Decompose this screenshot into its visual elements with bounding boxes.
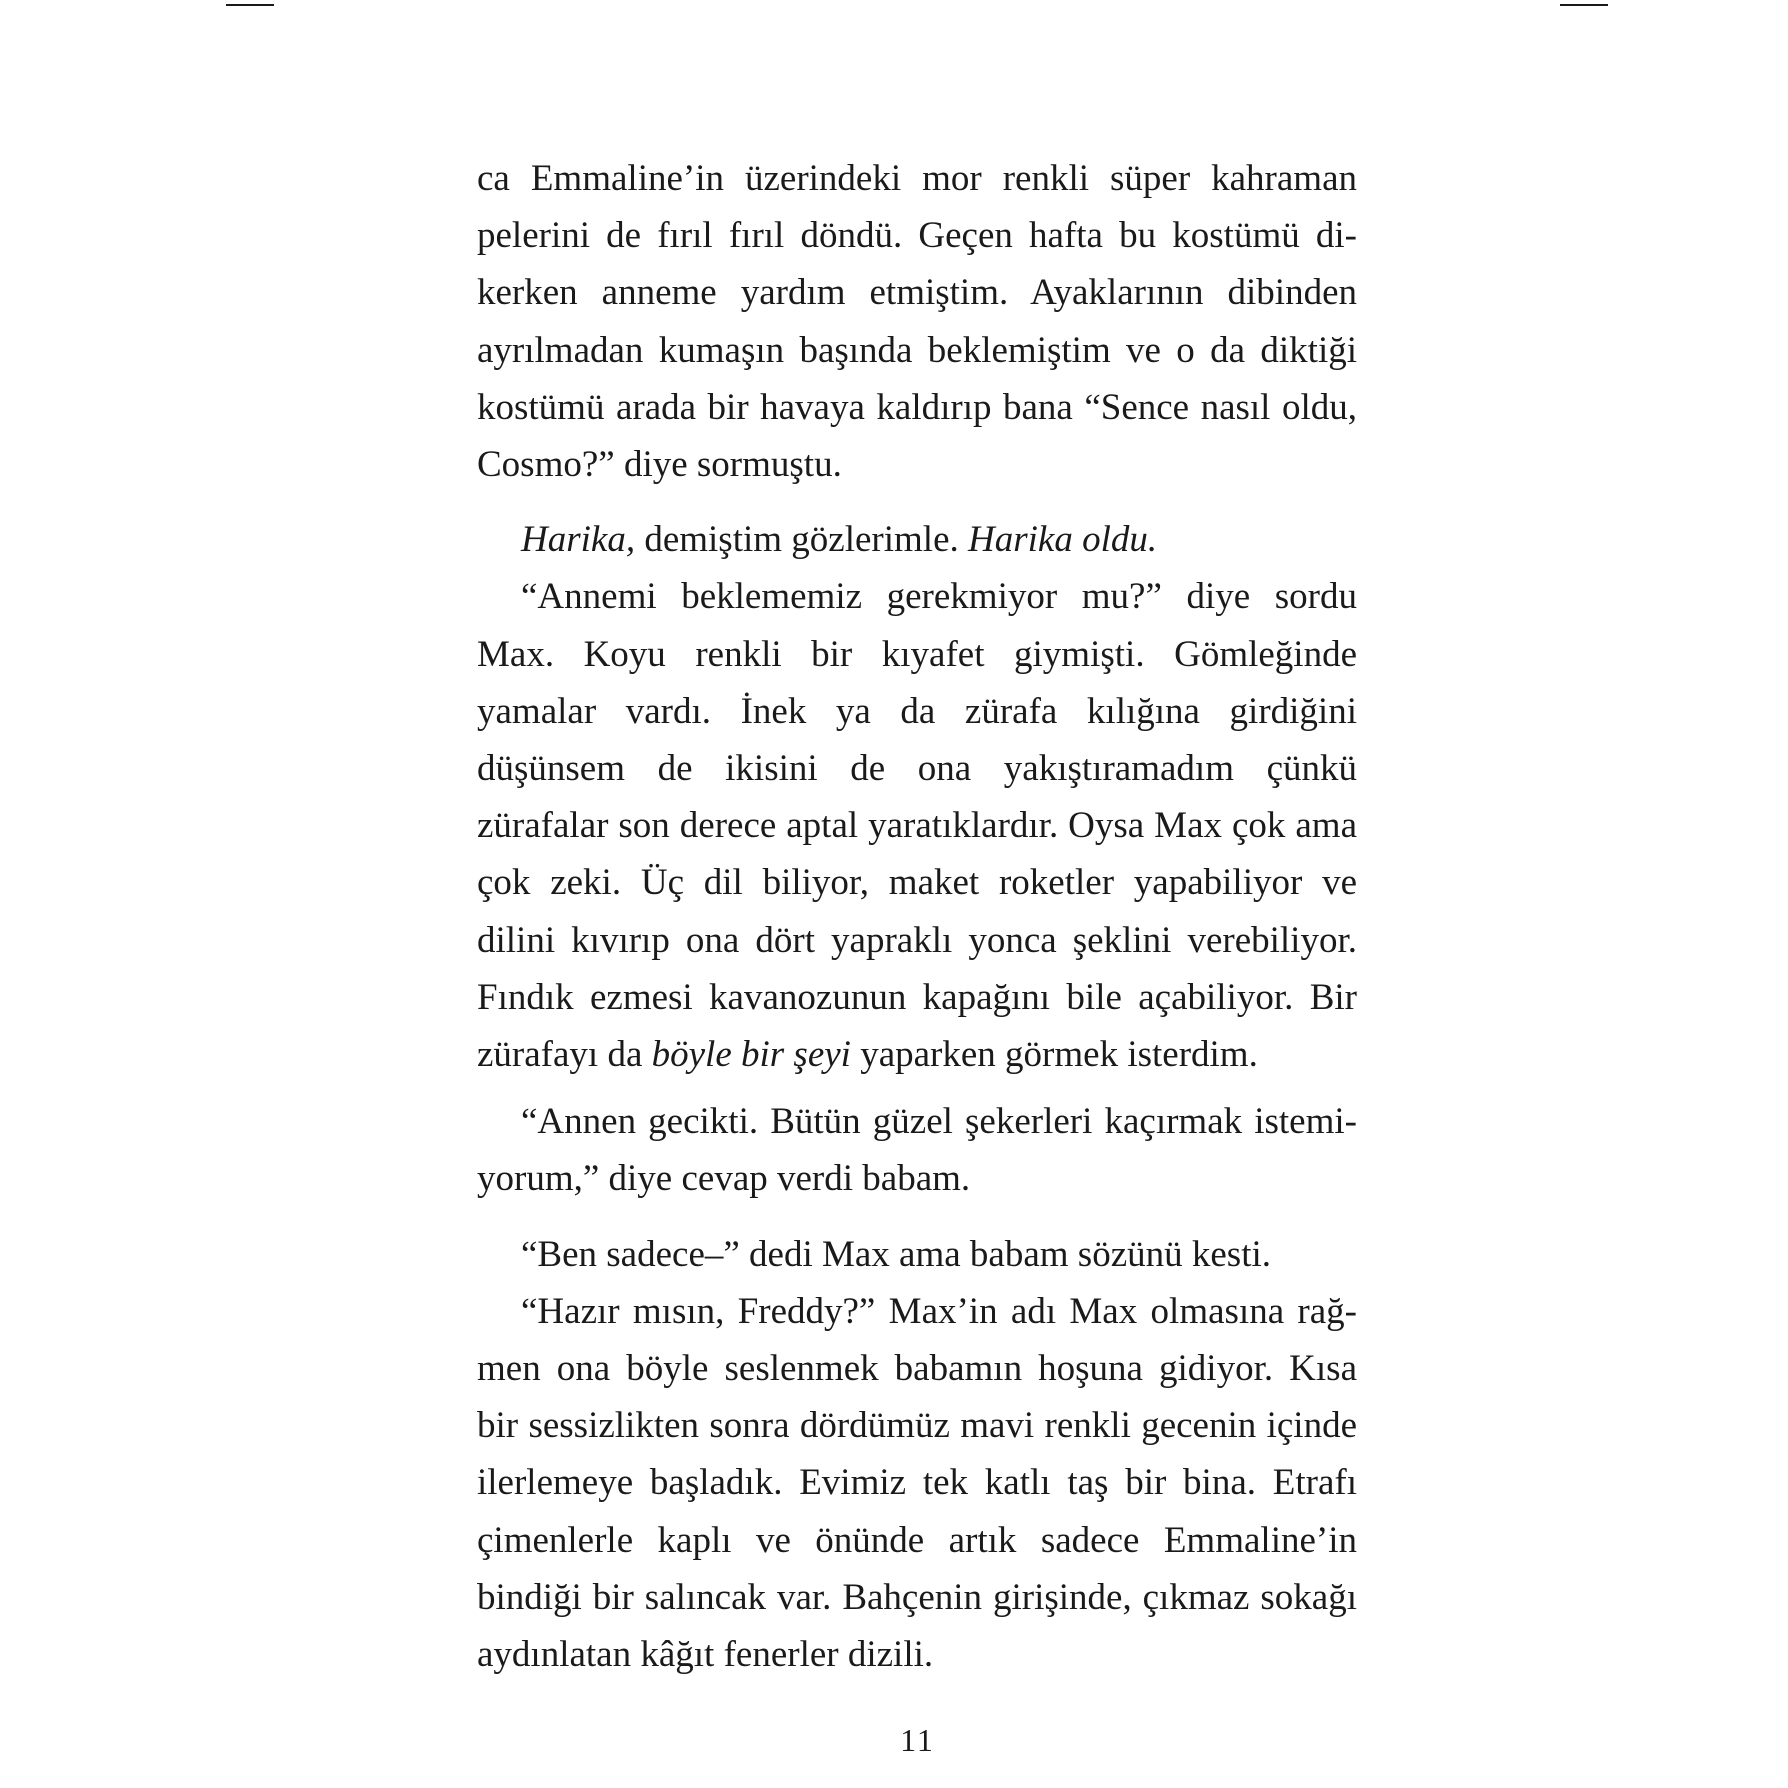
crop-mark-left <box>226 4 274 6</box>
crop-mark-right <box>1560 4 1608 6</box>
paragraph-4 <box>477 1093 1357 1207</box>
paragraph-text: ca Emmaline’in üzerindeki mor renkli süper kahraman pelerini de fırıl fırıl döndü. Geçen hafta bu kostümü dikerken anneme yardım etmiştim. Ayaklarının dibinden ayrılmadan kumaşın başında beklemiştim ve o da diktiği kostümü arada bir havaya kaldırıp bana “Sence nasıl oldu, Cosmo?” diye sormuştu. <box>477 158 1357 486</box>
italic-text: Harika, <box>521 519 636 561</box>
paragraph-6 <box>477 1283 1357 1683</box>
italic-text: Harika oldu. <box>968 519 1158 561</box>
paragraph-text: demiştim gözlerimle. <box>635 519 969 561</box>
paragraph-text: yaparken görmek isterdim. <box>850 1034 1258 1076</box>
paragraph-3 <box>477 568 1357 1083</box>
paragraph-text: “Annemi beklememiz gerekmiyor mu?” diye sordu Max. Koyu renkli bir kıyafet giymişti. Gömleğinde yamalar vardı. İnek ya da zürafa kılığına girdiğini düşünsem de ikisini de ona yakıştıramadım çünkü zürafalar son derece aptal yaratıklardır. Oysa Max çok ama çok zeki. Üç dil biliyor, maket roketler yapabiliyor ve dilini kıvırıp ona dört yapraklı yonca şeklini verebiliyor. Fındık ezmesi kavanozunun kapağını bile açabiliyor. Bir zürafayı da <box>477 576 1357 1076</box>
page-number: 11 <box>900 1722 935 1758</box>
paragraph-text: “Hazır mısın, Freddy?” Max’in adı Max olmasına rağmen ona böyle seslenmek babamın hoşuna gidiyor. Kısa bir sessizlikten sonra dördümüz mavi renkli gecenin içinde ilerlemeye başladık. Evimiz tek katlı taş bir bina. Etrafı çimenlerle kaplı ve önünde artık sadece Emmaline’in bindiği bir salıncak var. Bahçenin girişinde, çıkmaz sokağı aydınlatan kâğıt fenerler dizili. <box>477 1290 1357 1676</box>
paragraph-2 <box>477 511 1357 568</box>
paragraph-text: “Annen gecikti. Bütün güzel şekerleri kaçırmak istemiyorum,” diye cevap verdi babam. <box>477 1101 1357 1200</box>
paragraph-1 <box>477 150 1357 493</box>
paragraph-text: “Ben sadece–” dedi Max ama babam sözünü kesti. <box>521 1233 1272 1275</box>
body-text <box>477 150 1357 1683</box>
paragraph-5 <box>477 1226 1357 1283</box>
italic-text: böyle bir şeyi <box>651 1034 851 1076</box>
